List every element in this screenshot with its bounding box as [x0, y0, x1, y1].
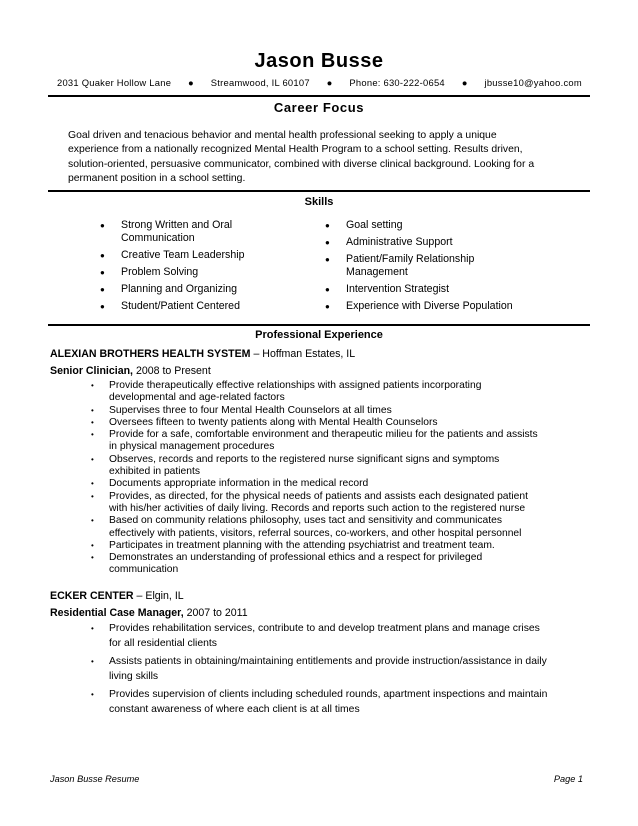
- contact-line: [57, 77, 582, 88]
- list-item-text: Provides, as directed, for the physical needs of patients and assists each designated patient: [109, 490, 528, 502]
- list-item-text: for all residential clients: [109, 637, 217, 649]
- employer-location: – Elgin, IL: [133, 590, 184, 602]
- employer-location: – Hoffman Estates, IL: [250, 348, 356, 360]
- list-item: [325, 236, 513, 249]
- list-item-text: Strong Written and Oral: [121, 219, 233, 231]
- bullet-icon: ●: [100, 268, 105, 277]
- list-item-text: Provides rehabilitation services, contribute to and develop treatment plans and manage crises: [109, 623, 540, 634]
- separator-bullet-icon: ●: [461, 77, 468, 88]
- bullet-icon: •: [91, 624, 94, 633]
- list-item-text: Assists patients in obtaining/maintaining entitlements and provide instruction/assistance in daily: [109, 656, 547, 668]
- role-dates: 2007 to 2011: [183, 607, 248, 619]
- list-item-text: Communication: [121, 232, 195, 244]
- list-item-text: communication: [109, 564, 179, 576]
- list-item-text: effectively with patients, visitors, referral sources, co-workers, and other hospital personnel: [109, 527, 522, 539]
- career-line: Goal driven and tenacious behavior and mental health professional seeking to apply a unique: [68, 130, 497, 141]
- list-item: [91, 688, 589, 717]
- bullet-icon: •: [91, 690, 94, 700]
- bullet-icon: •: [91, 417, 94, 427]
- list-item-text: Administrative Support: [346, 236, 453, 248]
- list-item-text: exhibited in patients: [109, 466, 201, 478]
- career-line: permanent position in a school setting.: [68, 173, 246, 185]
- list-item-text: Provide therapeutically effective relationships with assigned patients incorporating: [109, 380, 482, 391]
- list-item-text: Based on community relations philosophy, uses tact and sensitivity and communicates: [109, 515, 503, 527]
- list-item: [100, 266, 244, 279]
- role-title: Senior Clinician,: [50, 365, 134, 377]
- footer-page-number: Page 1: [553, 774, 583, 784]
- bullet-icon: •: [91, 491, 94, 501]
- bullet-icon: ●: [325, 238, 330, 247]
- skills-divider: [48, 324, 590, 326]
- list-item-text: Experience with Diverse Population: [346, 300, 513, 312]
- contact-city: Streamwood, IL 60107: [210, 77, 310, 88]
- bullet-icon: ●: [100, 302, 105, 311]
- separator-bullet-icon: ●: [326, 77, 333, 88]
- employer-name: [50, 590, 184, 602]
- list-item: [325, 283, 513, 296]
- bullet-icon: •: [91, 405, 94, 415]
- list-item-text: Supervises three to four Mental Health Counselors at all times: [109, 404, 392, 416]
- career-line: experience from a nationally recognized Mental Health Program to a school setting. Results driven,: [68, 144, 523, 156]
- header-divider: [48, 95, 590, 97]
- list-item-text: Demonstrates an understanding of professional ethics and a respect for privileged: [109, 552, 483, 564]
- list-item-text: Student/Patient Centered: [121, 300, 240, 312]
- contact-address: 2031 Quaker Hollow Lane: [57, 77, 172, 88]
- bullet-icon: ●: [100, 251, 105, 260]
- list-item-text: Participates in treatment planning with the attending psychiatrist and treatment team.: [109, 539, 495, 551]
- list-item-text: Observes, records and reports to the registered nurse significant signs and symptoms: [109, 453, 500, 465]
- bullet-icon: •: [91, 454, 94, 464]
- bullet-icon: •: [91, 479, 94, 489]
- list-item-text: developmental and age-related factors: [109, 392, 285, 404]
- bullet-icon: •: [91, 657, 94, 667]
- career-focus-text: [68, 129, 588, 187]
- list-item-text: in physical management procedures: [109, 441, 275, 453]
- list-item-text: Goal setting: [346, 219, 403, 231]
- role-dates: 2008 to Present: [133, 365, 211, 377]
- list-item-text: Planning and Organizing: [121, 283, 238, 295]
- list-item-text: constant awareness of where each client is at all times: [109, 703, 360, 715]
- experience-heading: Professional Experience: [255, 329, 383, 341]
- list-item: [91, 515, 589, 540]
- list-item-text: with his/her activities of daily living. Records and reports such action to the registered nurse: [109, 502, 526, 514]
- list-item: [91, 490, 589, 516]
- bullet-icon: ●: [325, 302, 330, 311]
- list-item: [325, 253, 513, 279]
- bullet-icon: •: [91, 540, 94, 550]
- footer-title: Jason Busse Resume: [50, 774, 140, 784]
- employer-name: [50, 348, 355, 360]
- list-item-text: Provides supervision of clients including scheduled rounds, apartment inspections and maintain: [109, 689, 548, 701]
- list-item-text: Provide for a safe, comfortable environment and therapeutic milieu for the patients and assists: [109, 429, 538, 441]
- list-item: [325, 219, 513, 232]
- bullet-icon: •: [91, 516, 94, 526]
- bullet-icon: ●: [100, 285, 105, 294]
- list-item-text: Creative Team Leadership: [121, 249, 245, 261]
- list-item-text: Oversees fifteen to twenty patients along with Mental Health Counselors: [109, 416, 438, 428]
- list-item: [91, 478, 589, 490]
- bullet-icon: ●: [325, 255, 330, 264]
- skills-right-column: [325, 219, 513, 317]
- list-item-text: Intervention Strategist: [346, 283, 450, 295]
- separator-bullet-icon: ●: [188, 77, 194, 88]
- list-item: [91, 622, 589, 651]
- list-item: [91, 655, 589, 684]
- employer-title: ECKER CENTER: [50, 590, 134, 602]
- role-title: Residential Case Manager,: [50, 607, 184, 619]
- list-item: [100, 300, 244, 313]
- contact-phone: Phone: 630-222-0654: [349, 77, 445, 88]
- list-item: [100, 249, 245, 262]
- list-item: [91, 380, 589, 405]
- list-item: [91, 404, 589, 417]
- list-item: [91, 539, 589, 552]
- bullet-icon: ●: [325, 221, 330, 230]
- bullet-icon: ●: [325, 285, 330, 294]
- job-role: [50, 607, 248, 619]
- list-item: [325, 300, 513, 313]
- list-item-text: Problem Solving: [121, 266, 199, 278]
- bullet-icon: •: [91, 381, 94, 390]
- list-item: [91, 416, 589, 429]
- job-duties-list: [91, 622, 589, 722]
- career-divider: [48, 190, 590, 192]
- job-role: [50, 365, 211, 377]
- list-item: [91, 453, 589, 479]
- list-item-text: Documents appropriate information in the medical record: [109, 478, 369, 490]
- list-item: [91, 552, 589, 577]
- job-duties-list: [91, 380, 589, 577]
- employer-title: ALEXIAN BROTHERS HEALTH SYSTEM: [50, 348, 251, 360]
- list-item-text: living skills: [109, 670, 159, 682]
- skills-heading: Skills: [304, 196, 334, 208]
- career-line: solution-oriented, persuasive communicator, combined with diverse clinical background. Looking for a: [68, 158, 535, 170]
- list-item: [100, 219, 244, 245]
- bullet-icon: •: [91, 553, 94, 563]
- bullet-icon: ●: [100, 221, 105, 230]
- list-item-text: Management: [346, 266, 408, 278]
- resume-name: Jason Busse: [254, 50, 384, 72]
- list-item-text: Patient/Family Relationship: [346, 253, 475, 265]
- bullet-icon: •: [91, 430, 94, 440]
- list-item: [91, 429, 589, 454]
- list-item: [100, 283, 244, 296]
- contact-email: jbusse10@yahoo.com: [484, 77, 582, 88]
- career-focus-heading: Career Focus: [273, 100, 365, 115]
- skills-left-column: [100, 219, 245, 317]
